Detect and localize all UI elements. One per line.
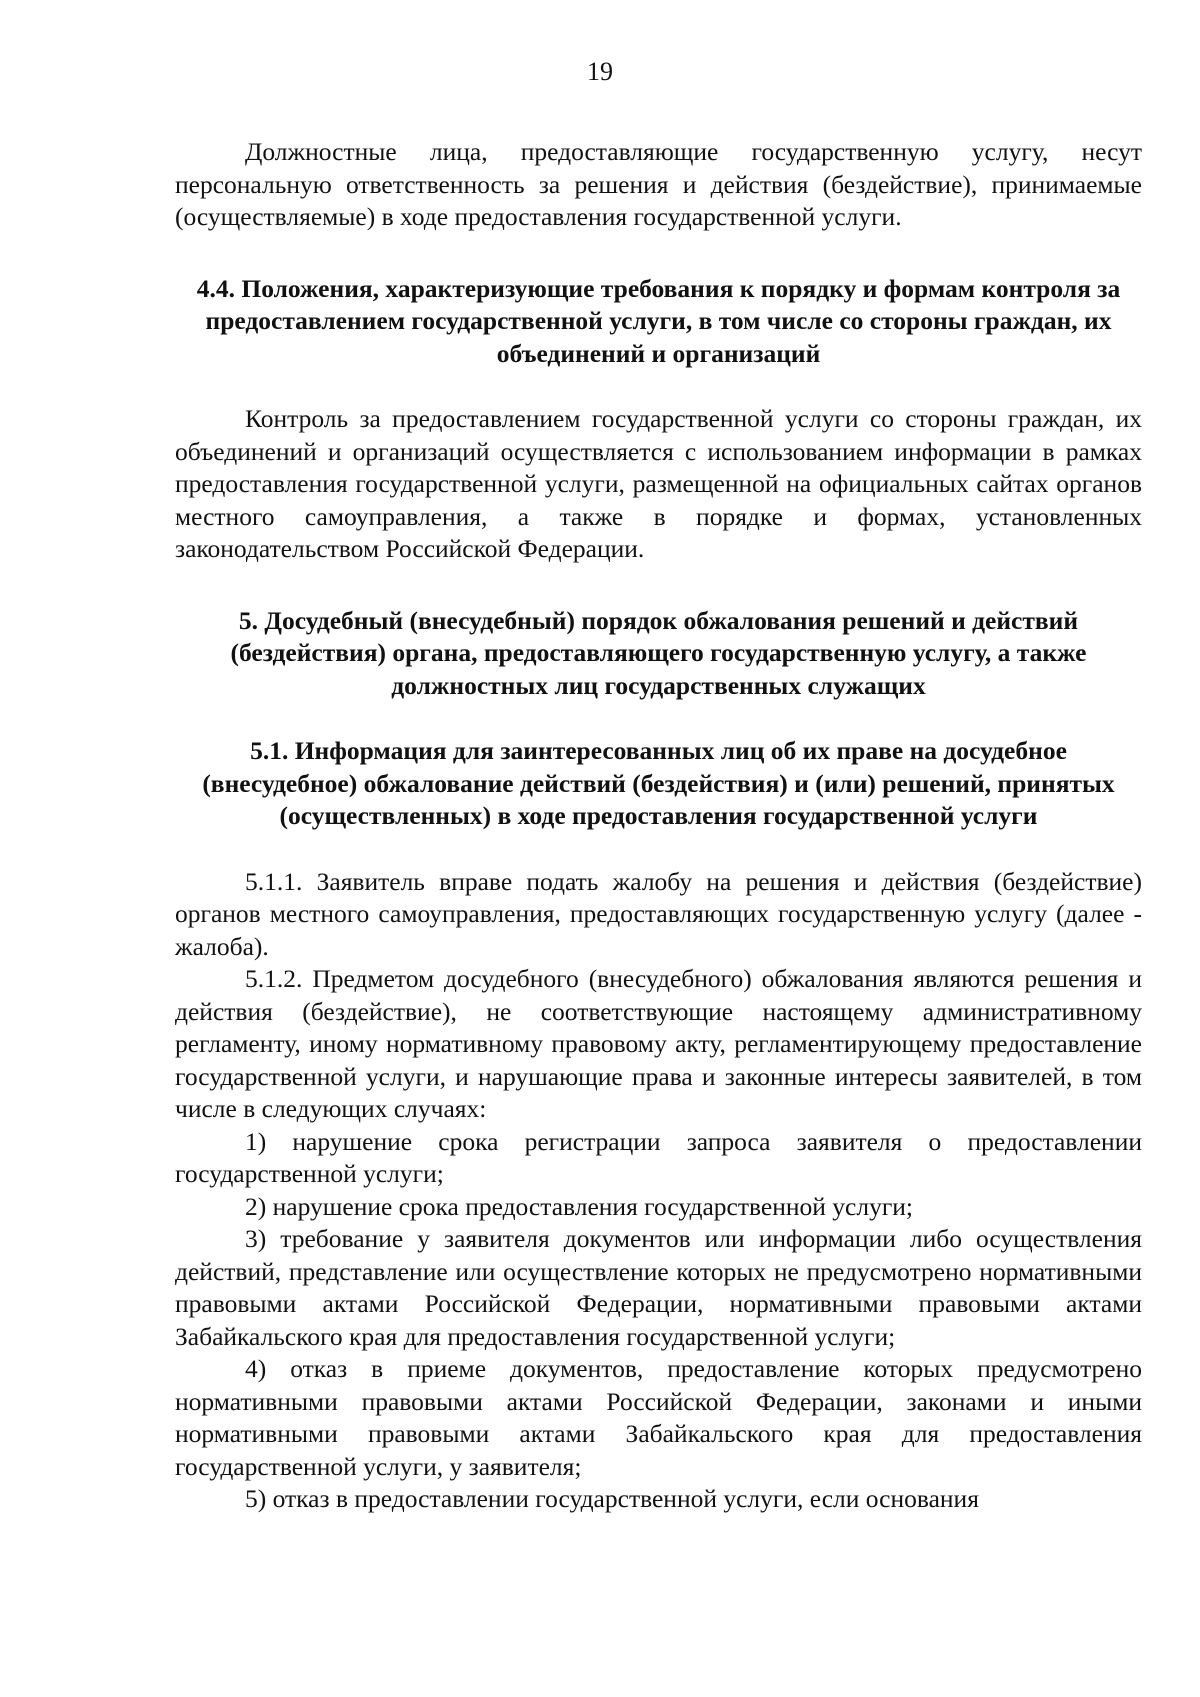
paragraph-citizen-control: Контроль за предоставлением государственной услуги со стороны граждан, их объединений и организаций осуществляется с использованием информации в рамках предоставления государственной услуги, размещенной на официальных сайтах органов местного самоуправления, а также в порядке и формах, установленных законодательством Российской Федерации. bbox=[175, 404, 1142, 563]
heading-section-5-1: 5.1. Информация для заинтересованных лиц об их праве на досудебное (внесудебное) обжалование действий (бездействия) и (или) решений, принятых (осуществленных) в ходе предоставления государственной услуги bbox=[202, 736, 1115, 830]
list-item: 3) требование у заявителя документов или информации либо осуществления действий, представление или осуществление которых не предусмотрено нормативными правовыми актами Российской Федерации, нормативными правовыми актами Забайкальского края для предоставления государственной услуги; bbox=[175, 1224, 1142, 1351]
heading-section-4-4: 4.4. Положения, характеризующие требования к порядку и формам контроля за предоставлением государственной услуги, в том числе со стороны граждан, их объединений и организаций bbox=[196, 273, 1121, 368]
list-item: 1) нарушение срока регистрации запроса заявителя о предоставлении государственной услуги; bbox=[175, 1126, 1142, 1188]
paragraph-item: 5.1.2. Предметом досудебного (внесудебного) обжалования являются решения и действия (бездействие), не соответствующие настоящему административному регламенту, иному нормативному правовому акту, регламентирующему предоставление государственной услуги, и нарушающие права и законные интересы заявителей, в том числе в следующих случаях: bbox=[175, 964, 1142, 1123]
heading-section-5: 5. Досудебный (внесудебный) порядок обжалования решений и действий (бездействия) органа, предоставляющего государственную услугу, а также должностных лиц государственных служащих bbox=[230, 605, 1087, 700]
list-item: 5) отказ в предоставлении государственной услуги, если основания bbox=[245, 1484, 979, 1513]
paragraph-officials-responsibility: Должностные лица, предоставляющие государственную услугу, несут персональную ответственность за решения и действия (бездействие), принимаемые (осуществляемые) в ходе предоставления государственной услуги. bbox=[175, 137, 1142, 231]
paragraph-item: 5.1.1. Заявитель вправе подать жалобу на решения и действия (бездействие) органов местного самоуправления, предоставляющих государственную услугу (далее - жалоба). bbox=[175, 866, 1142, 961]
page-content bbox=[175, 136, 1142, 1516]
list-item: 4) отказ в приеме документов, предоставление которых предусмотрено нормативными правовыми актами Российской Федерации, законами и иными нормативными правовыми актами Забайкальского края для предоставления государственной услуги, у заявителя; bbox=[175, 1354, 1142, 1481]
list-item: 2) нарушение срока предоставления государственной услуги; bbox=[245, 1191, 914, 1221]
page-number: 19 bbox=[587, 57, 613, 86]
